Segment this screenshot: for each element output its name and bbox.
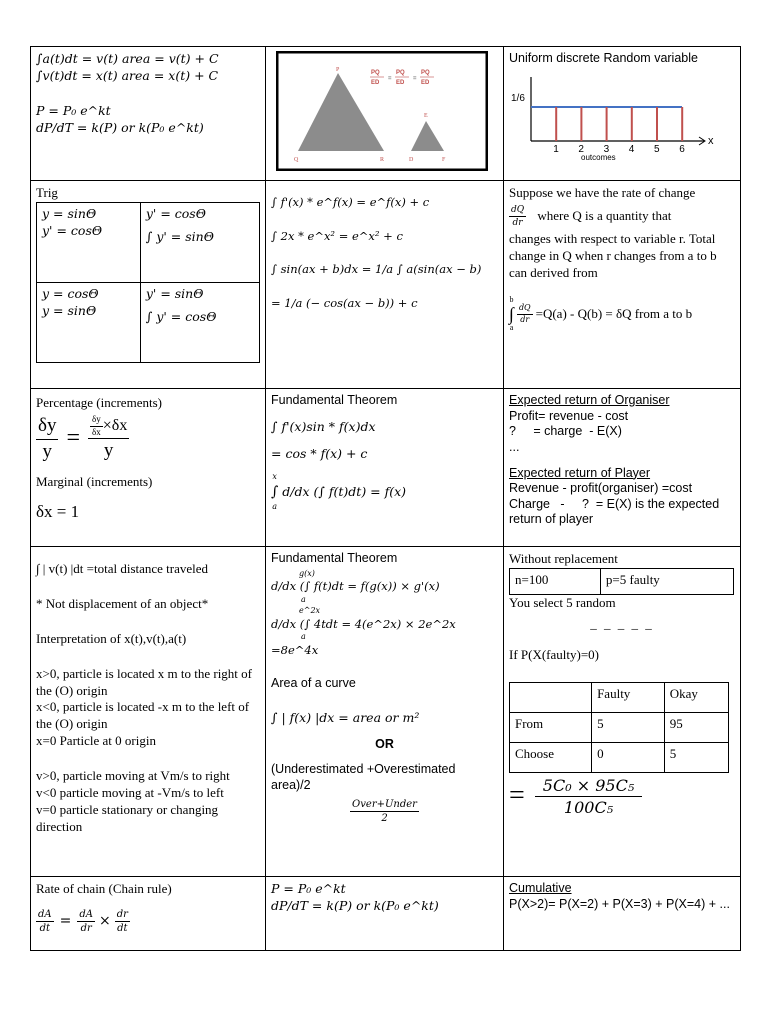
- kin-line-3: Interpretation of x(t),v(t),a(t): [36, 630, 187, 646]
- wr-row-0-label: From: [510, 712, 592, 742]
- ft2-e-top: e^2x: [299, 605, 321, 615]
- ft1-line-3: x ∫ a d/dx (∫ f(t)dt) = f(x): [271, 472, 407, 512]
- ratio-den-3: ED: [421, 80, 430, 86]
- label-e: E: [424, 113, 428, 119]
- x-tick-label: 5: [654, 143, 660, 155]
- wr-formula-den: 100C₅: [563, 798, 614, 818]
- cell-similar-triangles: [266, 47, 504, 181]
- exp-formula-1: ∫ f'(x) * e^f(x) = e^f(x) + c: [271, 195, 430, 209]
- x-tick-label: 2: [578, 143, 584, 155]
- x-tick-label: 4: [628, 143, 635, 155]
- cell-cumulative: [504, 877, 741, 951]
- ratio-num-3: PQ: [421, 70, 430, 76]
- kin-line-5: x<0, particle is located -x m to the left of the (O) origin: [36, 699, 250, 732]
- x-tick-labels: [553, 144, 685, 155]
- wr-params: [509, 568, 734, 595]
- cell-integration-basics: [31, 47, 266, 181]
- wr-combination-fraction: [535, 775, 642, 819]
- ratio-den-2: ED: [396, 80, 405, 86]
- ft2-g-top: g(x): [299, 568, 315, 578]
- kin-line-9: v=0 particle stationary or changing direction: [36, 801, 219, 834]
- uniform-chart: [509, 67, 734, 162]
- trig-title: Trig: [36, 185, 58, 200]
- trig-b3: y' = sinΘ: [145, 285, 204, 301]
- roc-text-1: Suppose we have the rate of change: [509, 185, 696, 200]
- ft1-line-2: = cos * f(x) + c: [271, 445, 368, 461]
- roc-text-3: changes with respect to variable r. Total change in Q when r changes from a to b can derived from: [509, 231, 717, 280]
- cell-growth: [266, 877, 504, 951]
- formula-acceleration: ∫a(t)dt = v(t) area = v(t) + C: [36, 51, 219, 66]
- ft1-lim-bot: a: [272, 502, 278, 512]
- wr-blanks: _ _ _ _ _: [590, 615, 654, 631]
- growth-line-2: dP/dT = k(P) or k(P₀ e^kt): [271, 897, 439, 913]
- wr-condition: If P(X(faulty)=0): [509, 646, 599, 662]
- marginal-title: Marginal (increments): [36, 474, 153, 490]
- kin-line-1: ∫ | v(t) |dt =total distance traveled: [36, 561, 209, 576]
- ft2-a-bot-2: a: [301, 632, 306, 642]
- roc-lim-a: a: [509, 323, 514, 333]
- organiser-line-2: ? = charge - E(X): [509, 424, 622, 439]
- kin-line-7: v>0, particle moving at Vm/s to right: [36, 768, 230, 784]
- percentage-formula: $\frac{\delta y}{y}$ = $\frac{\delta y}{\delta x}$ ×δx y: [36, 414, 260, 464]
- ft2-a-bot-1: a: [301, 594, 306, 604]
- roc-result: =Q(a) - Q(b) = δQ from a to b: [535, 306, 693, 322]
- cell-fundamental-theorem-2: [266, 547, 504, 877]
- wr-table: [509, 682, 729, 773]
- over-under-num: Over+Under: [350, 798, 419, 813]
- dy-over-y: $\frac{\delta y}{y}$: [38, 414, 57, 462]
- wr-row-0-faulty: 5: [592, 712, 665, 742]
- wr-n: n=100: [510, 568, 601, 594]
- formula-sheet: [30, 46, 741, 951]
- rhs-fraction: $\frac{\delta y}{\delta x}$ ×δx y: [88, 414, 129, 464]
- trig-a2: y' = cosΘ: [42, 222, 103, 238]
- percentage-title: Percentage (increments): [36, 395, 162, 410]
- wr-title: Without replacement: [509, 551, 618, 566]
- x-tick-label: 1: [553, 143, 559, 155]
- wr-equals: =: [509, 780, 525, 812]
- row-4: [31, 547, 741, 877]
- roc-text-2: where Q is a quantity that: [537, 207, 672, 223]
- roc-integrand: [517, 303, 533, 326]
- trig-a3: y' = cosΘ: [145, 205, 206, 221]
- label-r: R: [380, 157, 385, 163]
- roc-lim-b: b: [509, 294, 514, 304]
- cell-kinematics: [31, 547, 266, 877]
- trig-b4: ∫ y' = cosΘ: [145, 308, 217, 324]
- area-average-text: (Underestimated +Overestimated area)/2: [271, 762, 456, 793]
- ft1-lim-top: x: [272, 472, 277, 482]
- organiser-line-1: Profit= revenue - cost: [509, 408, 629, 423]
- roc-frac-den: dr: [512, 218, 523, 229]
- player-line-2: Charge - ? = E(X) is the expected return of player: [509, 496, 723, 527]
- wr-formula: [509, 775, 735, 819]
- row-1: [31, 47, 741, 181]
- roc-integral-sign: ∫: [509, 303, 514, 324]
- cell-exp-integrals: [266, 181, 504, 389]
- wr-row-1-okay: 5: [664, 742, 728, 772]
- svg-text:=: =: [413, 76, 417, 82]
- roc-integral: [509, 296, 735, 333]
- over-under-fraction: [350, 798, 419, 826]
- cumulative-title: Cumulative: [509, 881, 572, 895]
- chain-title: Rate of chain (Chain rule): [36, 881, 172, 896]
- trig-b2: y = sinΘ: [42, 302, 97, 318]
- formula-growth-derivative: dP/dT = k(P) or k(P₀ e^kt): [36, 119, 204, 135]
- trig-a1: y = sinΘ: [42, 205, 97, 221]
- row-3: [31, 389, 741, 547]
- x-title: outcomes: [581, 152, 616, 162]
- organiser-line-3: ...: [509, 439, 520, 454]
- kin-line-6: x=0 Particle at 0 origin: [36, 733, 156, 749]
- player-heading: Expected return of Player: [509, 465, 651, 480]
- trig-a4: ∫ y' = sinΘ: [145, 228, 214, 244]
- or-label: OR: [375, 736, 394, 751]
- uniform-title: Uniform discrete Random variable: [509, 51, 698, 65]
- kin-line-2: * Not displacement of an object*: [36, 595, 209, 611]
- x-axis-label: x: [708, 134, 714, 147]
- roc-fraction: [509, 204, 526, 229]
- wr-row-1-label: Choose: [510, 742, 592, 772]
- wr-select: You select 5 random: [509, 594, 616, 610]
- trig-b1: y = cosΘ: [42, 285, 99, 301]
- ratio-num-2: PQ: [396, 70, 405, 76]
- trig-table: [36, 202, 260, 363]
- cell-percentage: [31, 389, 266, 547]
- ratio-num-1: PQ: [371, 70, 380, 76]
- roc-integrand-num: dQ: [517, 303, 533, 315]
- similar-triangles-diagram: [276, 51, 488, 171]
- player-line-1: Revenue - profit(organiser) =cost: [509, 481, 693, 496]
- formula-velocity: ∫v(t)dt = x(t) area = x(t) + C: [36, 67, 219, 83]
- sin-formula-1: ∫ sin(ax + b)dx = 1/a ∫ a(sin(ax − b): [271, 262, 482, 277]
- label-f: F: [442, 157, 446, 163]
- organiser-heading: Expected return of Organiser: [509, 393, 670, 407]
- wr-row-0-okay: 95: [664, 712, 728, 742]
- label-p: P: [336, 67, 340, 73]
- cell-chain-rule: [31, 877, 266, 951]
- roc-frac-num: dQ: [509, 204, 526, 217]
- cell-uniform-distribution: [504, 47, 741, 181]
- uniform-stems: [556, 107, 682, 141]
- row-2: [31, 181, 741, 389]
- formula-growth: P = P₀ e^kt: [36, 102, 111, 118]
- ft2-line-1: d/dx (∫ f(t)dt = f(g(x)) × g'(x): [271, 579, 440, 594]
- marginal-formula: δx = 1: [36, 502, 80, 522]
- wr-row-1-faulty: 0: [592, 742, 665, 772]
- wr-formula-num: 5C₀ × 95C₅: [535, 775, 642, 798]
- cumulative-formula: P(X>2)= P(X=2) + P(X=3) + P(X=4) + ...: [509, 896, 730, 911]
- svg-text:=: =: [388, 76, 392, 82]
- cell-expected-return: [504, 389, 741, 547]
- area-heading: Area of a curve: [271, 676, 356, 691]
- wr-p: p=5 faulty: [600, 568, 733, 594]
- row-5: [31, 877, 741, 951]
- label-d: D: [409, 157, 414, 163]
- label-q: Q: [294, 157, 299, 163]
- ft1-title: Fundamental Theorem: [271, 393, 398, 407]
- ft2-title: Fundamental Theorem: [271, 551, 398, 565]
- ft1-formula: d/dx (∫ f(t)dt) = f(x): [282, 484, 407, 500]
- cell-fundamental-theorem-1: [266, 389, 504, 547]
- exp-formula-2: ∫ 2x * e^x² = e^x² + c: [271, 228, 403, 243]
- sin-formula-2: = 1/a (− cos(ax − b)) + c: [271, 295, 418, 310]
- y-label: 1/6: [511, 92, 525, 104]
- wr-head-1: Faulty: [592, 682, 665, 712]
- x-tick-label: 3: [603, 143, 610, 155]
- chain-formula: $\frac{dA}{dt}$ = $\frac{dA}{dr}$ × $\frac{dr}{dt}$: [38, 908, 128, 935]
- area-formula: ∫ | f(x) |dx = area or m²: [271, 709, 420, 725]
- cell-without-replacement: [504, 547, 741, 877]
- wr-head-0: [510, 682, 592, 712]
- ratio-den-1: ED: [371, 80, 380, 86]
- wr-head-2: Okay: [664, 682, 728, 712]
- ft1-line-1: ∫ f'(x)sin * f(x)dx: [271, 418, 376, 434]
- cell-rate-of-change: [504, 181, 741, 389]
- roc-integrand-den: dr: [520, 315, 530, 325]
- over-under-den: 2: [381, 813, 388, 825]
- ft2-line-2: d/dx (∫ 4tdt = 4(e^2x) × 2e^2x: [271, 616, 456, 631]
- kin-line-4: x>0, particle is located x m to the right of the (O) origin: [36, 665, 252, 698]
- cell-trig: [31, 181, 266, 389]
- x-tick-label: 6: [679, 143, 685, 155]
- ft2-line-3: =8e^4x: [271, 642, 319, 657]
- growth-line-1: P = P₀ e^kt: [271, 881, 346, 896]
- kin-line-8: v<0 particle moving at -Vm/s to left: [36, 785, 224, 801]
